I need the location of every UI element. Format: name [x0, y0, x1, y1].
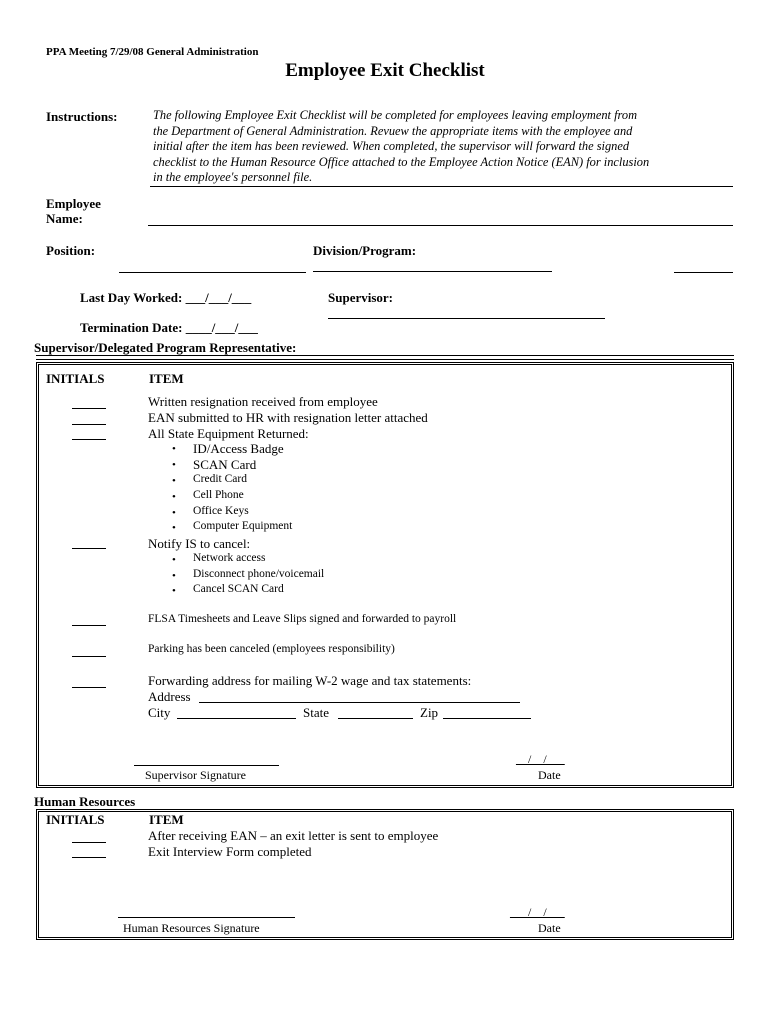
equipment-item: SCAN Card	[193, 457, 257, 472]
supervisor-date-field[interactable]: __/__/___	[516, 752, 565, 766]
bullet-icon: •	[172, 522, 176, 534]
bullet-icon: •	[172, 459, 176, 471]
initials-field[interactable]	[72, 842, 106, 843]
item-equipment: All State Equipment Returned:	[148, 426, 309, 441]
address-field[interactable]	[199, 702, 520, 703]
item-notify-is: Notify IS to cancel:	[148, 536, 251, 551]
initials-header: INITIALS	[46, 371, 105, 386]
initials-field[interactable]	[72, 625, 106, 626]
hr-signature-caption: Human Resources Signature	[123, 921, 260, 935]
instructions-line: the Department of General Administration. Revuew the appropriate items with the employee and	[153, 123, 633, 138]
supervisor-field[interactable]	[328, 318, 605, 319]
supervisor-rep-label: Supervisor/Delegated Program Representative:	[34, 340, 297, 355]
instructions-label: Instructions:	[46, 109, 118, 124]
division-label: Division/Program:	[313, 243, 417, 258]
hr-heading: Human Resources	[34, 794, 136, 809]
initials-field[interactable]	[72, 439, 106, 440]
zip-field[interactable]	[443, 718, 531, 719]
initials-field[interactable]	[72, 857, 106, 858]
position-label: Position:	[46, 243, 96, 258]
item-flsa: FLSA Timesheets and Leave Slips signed and forwarded to payroll	[148, 613, 457, 625]
address-label: Address	[148, 689, 191, 704]
item-ean: EAN submitted to HR with resignation letter attached	[148, 410, 428, 425]
bullet-icon: •	[172, 491, 176, 503]
division-field[interactable]	[313, 271, 552, 272]
initials-field[interactable]	[72, 424, 106, 425]
state-label: State	[303, 705, 329, 720]
equipment-item: ID/Access Badge	[193, 441, 284, 456]
position-field[interactable]	[119, 272, 306, 273]
bullet-icon: •	[172, 554, 176, 566]
bullet-icon: •	[172, 585, 176, 597]
equipment-item: Credit Card	[193, 473, 247, 485]
city-field[interactable]	[177, 718, 296, 719]
extra-field[interactable]	[674, 272, 733, 273]
zip-label: Zip	[420, 705, 439, 720]
supervisor-label: Supervisor:	[328, 290, 393, 305]
supervisor-signature-caption: Supervisor Signature	[145, 768, 246, 782]
name-label: Name:	[46, 211, 83, 226]
hr-date-field[interactable]: ___/__/___	[510, 905, 565, 919]
notify-item: Cancel SCAN Card	[193, 583, 284, 595]
state-field[interactable]	[338, 718, 413, 719]
city-label: City	[148, 705, 171, 720]
instructions-line: in the employee's personnel file.	[153, 170, 313, 185]
notify-item: Network access	[193, 552, 266, 564]
item-forwarding: Forwarding address for mailing W-2 wage and tax statements:	[148, 673, 472, 688]
instructions-line: The following Employee Exit Checklist will be completed for employees leaving employment from	[153, 108, 638, 122]
instructions-line: checklist to the Human Resource Office attached to the Employee Action Notice (EAN) for inclusion	[153, 154, 650, 169]
supervisor-signature-field[interactable]	[134, 765, 279, 766]
termination-label: Termination Date: ____/___/___	[80, 320, 258, 335]
hr-initials-header: INITIALS	[46, 812, 105, 827]
instructions-underline	[150, 186, 733, 187]
supervisor-date-caption: Date	[538, 768, 561, 782]
hr-signature-field[interactable]	[118, 917, 295, 918]
bullet-icon: •	[172, 507, 176, 519]
instructions-text	[153, 108, 733, 186]
equipment-item: Computer Equipment	[193, 520, 293, 532]
last-day-label: Last Day Worked: ___/___/___	[80, 290, 252, 305]
termination-date-field[interactable]: ____/___/___	[185, 320, 258, 335]
hr-item-exit-interview: Exit Interview Form completed	[148, 844, 312, 859]
meeting-note: PPA Meeting 7/29/08 General Administration	[46, 46, 259, 58]
item-parking: Parking has been canceled (employees responsibility)	[148, 643, 395, 655]
item-header: ITEM	[149, 371, 184, 386]
initials-field[interactable]	[72, 548, 106, 549]
employee-label: Employee	[46, 196, 101, 211]
initials-field[interactable]	[72, 408, 106, 409]
hr-date-caption: Date	[538, 921, 561, 935]
equipment-item: Office Keys	[193, 505, 249, 517]
page-title: Employee Exit Checklist	[285, 60, 485, 81]
item-resignation: Written resignation received from employee	[148, 394, 378, 409]
instructions-line: initial after the item has been reviewed. When completed, the supervisor will forward the signed	[153, 139, 630, 154]
hr-item-exit-letter: After receiving EAN – an exit letter is sent to employee	[148, 828, 439, 843]
bullet-icon: •	[172, 443, 176, 455]
bullet-icon: •	[172, 475, 176, 487]
initials-field[interactable]	[72, 656, 106, 657]
section-separator	[36, 355, 734, 360]
bullet-icon: •	[172, 570, 176, 582]
notify-item: Disconnect phone/voicemail	[193, 568, 325, 580]
last-day-field[interactable]: ___/___/___	[185, 290, 252, 305]
hr-item-header: ITEM	[149, 812, 184, 827]
employee-name-field[interactable]	[148, 225, 733, 226]
initials-field[interactable]	[72, 687, 106, 688]
equipment-item: Cell Phone	[193, 489, 244, 501]
